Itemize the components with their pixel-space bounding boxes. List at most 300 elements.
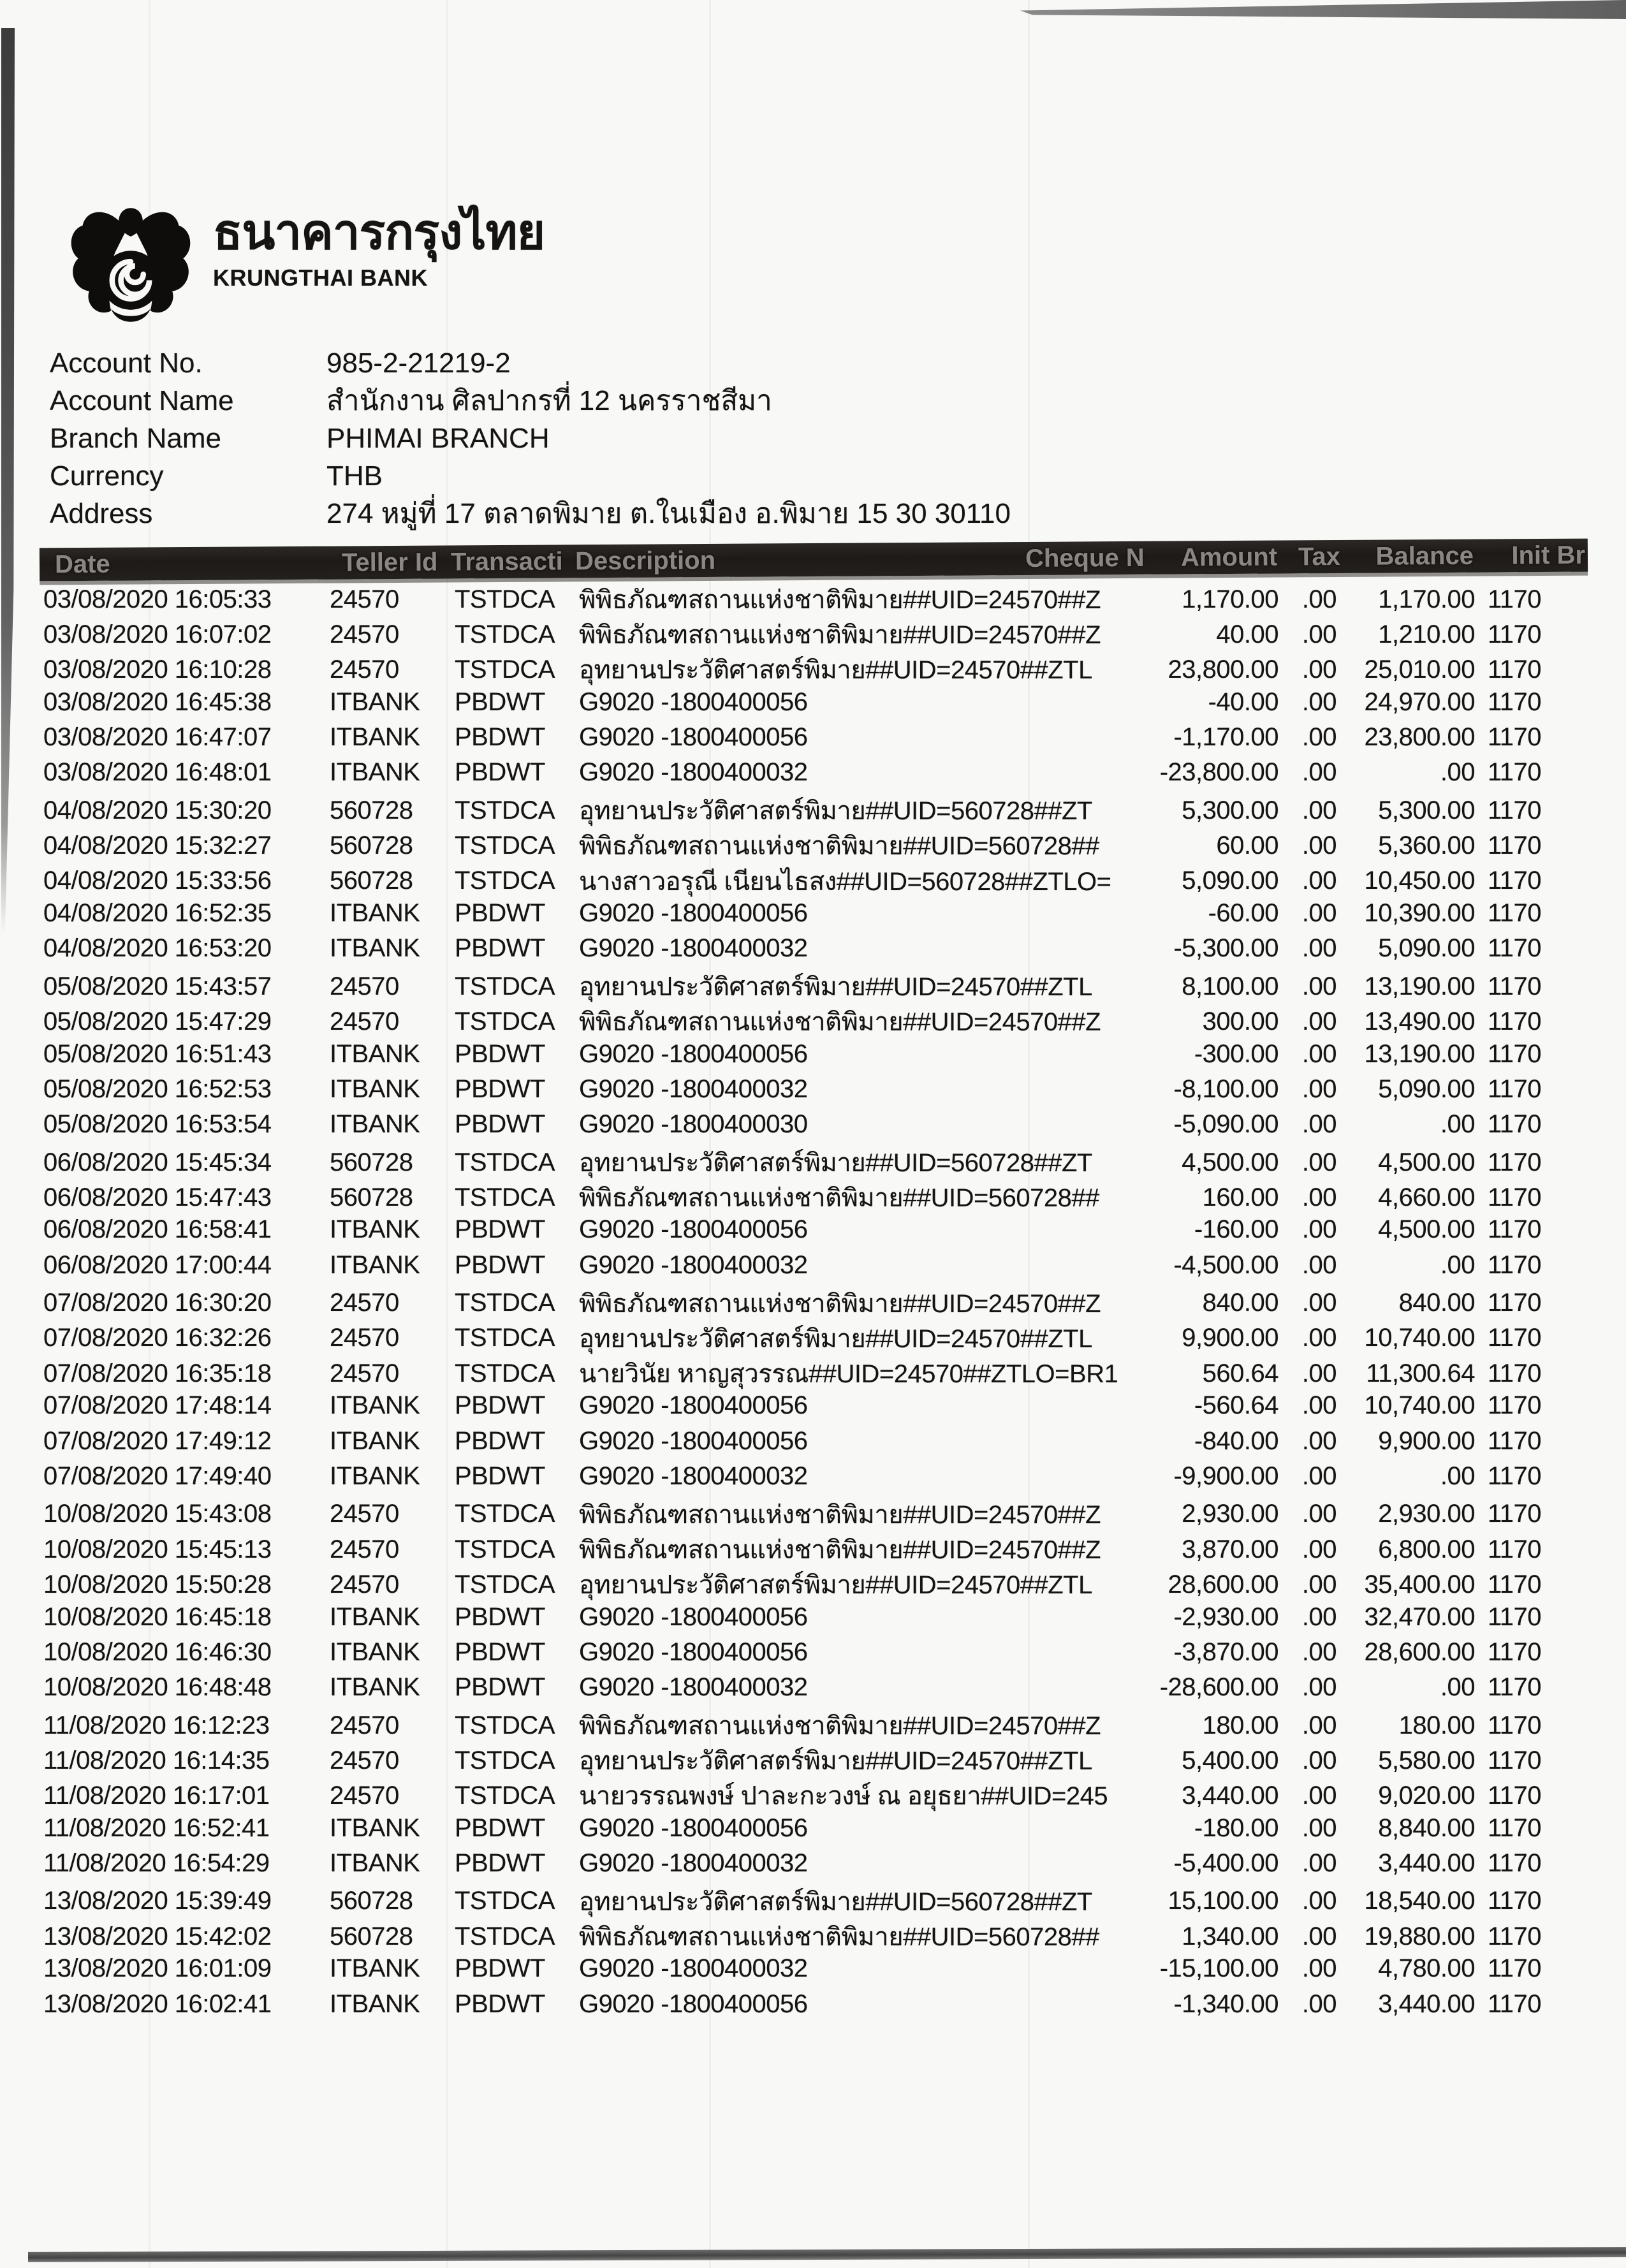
cell-transact: PBDWT xyxy=(455,722,545,751)
cell-balance: 4,780.00 xyxy=(1378,1954,1475,1983)
cell-tax: .00 xyxy=(1301,1426,1337,1455)
cell-balance: 10,390.00 xyxy=(1364,898,1475,927)
cell-transact: PBDWT xyxy=(455,1989,545,2018)
cell-tax: .00 xyxy=(1301,1109,1337,1138)
cell-date: 10/08/2020 15:43:08 xyxy=(43,1500,272,1528)
cell-date: 04/08/2020 15:33:56 xyxy=(43,867,272,895)
transaction-table-body xyxy=(40,579,1588,2022)
cell-balance: .00 xyxy=(1440,1109,1475,1138)
cell-teller: 24570 xyxy=(330,972,399,1000)
cell-init_br: 1170 xyxy=(1488,1289,1542,1317)
cell-date: 10/08/2020 16:46:30 xyxy=(43,1637,272,1666)
cell-date: 04/08/2020 16:53:20 xyxy=(43,933,272,962)
cell-tax: .00 xyxy=(1301,1848,1337,1877)
cell-balance: 24,970.00 xyxy=(1364,687,1475,716)
cell-description: อุทยานประวัติศาสตร์พิมาย##UID=560728##ZT xyxy=(579,1149,1092,1177)
cell-tax: .00 xyxy=(1301,1391,1337,1420)
cell-init_br: 1170 xyxy=(1488,1074,1542,1103)
cell-teller: 24570 xyxy=(330,1746,399,1774)
cell-amount: 40.00 xyxy=(1216,620,1278,648)
account-field-value: 274 หมู่ที่ 17 ตลาดพิมาย ต.ในเมือง อ.พิมาย 15 30 30110 xyxy=(326,498,1011,529)
cell-teller: 24570 xyxy=(330,655,399,684)
cell-tax: .00 xyxy=(1301,1183,1337,1211)
table-row xyxy=(40,720,1588,755)
cell-tax: .00 xyxy=(1301,1570,1337,1599)
cell-description: G9020 -1800400056 xyxy=(579,1215,808,1244)
cell-date: 13/08/2020 15:39:49 xyxy=(43,1887,272,1915)
cell-description: G9020 -1800400056 xyxy=(579,687,808,716)
cell-amount: 28,600.00 xyxy=(1168,1570,1278,1599)
cell-description: พิพิธภัณฑสถานแห่งชาติพิมาย##UID=560728## xyxy=(579,1923,1099,1952)
cell-amount: -28,600.00 xyxy=(1159,1672,1278,1701)
cell-teller: 24570 xyxy=(330,1324,399,1352)
cell-date: 11/08/2020 16:14:35 xyxy=(43,1746,270,1774)
cell-teller: 24570 xyxy=(330,1007,399,1035)
cell-transact: TSTDCA xyxy=(455,1535,555,1563)
cell-balance: 13,190.00 xyxy=(1364,1039,1475,1068)
cell-init_br: 1170 xyxy=(1488,1324,1542,1352)
cell-tax: .00 xyxy=(1301,687,1337,716)
cell-init_br: 1170 xyxy=(1488,1250,1542,1279)
cell-transact: PBDWT xyxy=(455,687,545,716)
cell-init_br: 1170 xyxy=(1488,1039,1542,1068)
cell-init_br: 1170 xyxy=(1488,1391,1542,1420)
cell-balance: .00 xyxy=(1440,1461,1475,1490)
cell-amount: 5,400.00 xyxy=(1182,1746,1278,1774)
cell-amount: 5,090.00 xyxy=(1182,867,1278,895)
cell-amount: -3,870.00 xyxy=(1173,1637,1278,1666)
account-field-row xyxy=(50,382,1011,420)
table-row xyxy=(40,1951,1588,1986)
cell-balance: 9,020.00 xyxy=(1378,1781,1475,1810)
cell-balance: .00 xyxy=(1440,758,1475,787)
account-field-row xyxy=(50,420,1011,457)
cell-transact: TSTDCA xyxy=(455,1781,555,1810)
cell-init_br: 1170 xyxy=(1488,1711,1542,1739)
cell-tax: .00 xyxy=(1301,722,1337,751)
cell-teller: ITBANK xyxy=(330,1672,420,1701)
cell-teller: 560728 xyxy=(330,1148,413,1176)
cell-init_br: 1170 xyxy=(1488,831,1542,860)
cell-description: พิพิธภัณฑสถานแห่งชาติพิมาย##UID=24570##Z xyxy=(579,621,1101,650)
table-row xyxy=(40,1424,1588,1459)
cell-teller: 24570 xyxy=(330,1711,399,1739)
cell-transact: TSTDCA xyxy=(455,1746,555,1774)
cell-date: 05/08/2020 16:51:43 xyxy=(43,1039,272,1068)
cell-teller: ITBANK xyxy=(330,758,420,787)
bank-name-block xyxy=(213,201,545,291)
cell-transact: PBDWT xyxy=(455,1074,545,1103)
cell-balance: .00 xyxy=(1440,1672,1475,1701)
table-row xyxy=(40,1318,1588,1353)
krungthai-garuda-logo-icon xyxy=(65,201,196,344)
account-field-value: THB xyxy=(326,460,383,492)
cell-amount: -4,500.00 xyxy=(1173,1250,1278,1279)
cell-description: พิพิธภัณฑสถานแห่งชาติพิมาย##UID=24570##Z xyxy=(579,1712,1101,1740)
cell-transact: PBDWT xyxy=(455,1637,545,1666)
cell-teller: 24570 xyxy=(330,1535,399,1563)
cell-date: 10/08/2020 15:50:28 xyxy=(43,1570,272,1599)
table-row xyxy=(40,1635,1588,1670)
table-row xyxy=(40,1036,1588,1071)
cell-init_br: 1170 xyxy=(1488,1426,1542,1455)
table-row xyxy=(40,1001,1588,1036)
cell-balance: 180.00 xyxy=(1398,1711,1475,1739)
cell-transact: TSTDCA xyxy=(455,655,555,684)
table-row xyxy=(40,896,1588,931)
cell-balance: 5,360.00 xyxy=(1378,831,1475,860)
cell-tax: .00 xyxy=(1301,1989,1337,2018)
table-row xyxy=(40,931,1588,966)
cell-description: G9020 -1800400056 xyxy=(579,1426,808,1455)
cell-tax: .00 xyxy=(1301,1461,1337,1490)
cell-teller: 560728 xyxy=(330,831,413,860)
cell-init_br: 1170 xyxy=(1488,1746,1542,1774)
cell-amount: 300.00 xyxy=(1202,1007,1278,1035)
account-field-row xyxy=(50,495,1011,532)
cell-balance: 35,400.00 xyxy=(1364,1570,1475,1599)
cell-description: G9020 -1800400056 xyxy=(579,1039,808,1068)
cell-date: 04/08/2020 16:52:35 xyxy=(43,898,272,927)
cell-amount: 9,900.00 xyxy=(1182,1324,1278,1352)
cell-amount: -60.00 xyxy=(1208,898,1278,927)
account-field-row xyxy=(50,344,1011,382)
bank-brand-header xyxy=(65,201,545,344)
cell-transact: TSTDCA xyxy=(455,620,555,648)
cell-amount: 840.00 xyxy=(1202,1289,1278,1317)
cell-teller: ITBANK xyxy=(330,1637,420,1666)
account-field-value: 985-2-21219-2 xyxy=(326,348,511,379)
cell-tax: .00 xyxy=(1301,1781,1337,1810)
cell-description: นางสาวอรุณี เนียนไธสง##UID=560728##ZTLO= xyxy=(579,867,1111,896)
cell-balance: 5,090.00 xyxy=(1378,933,1475,962)
cell-teller: ITBANK xyxy=(330,1426,420,1455)
cell-date: 10/08/2020 15:45:13 xyxy=(43,1535,272,1563)
cell-transact: TSTDCA xyxy=(455,1887,555,1915)
cell-teller: ITBANK xyxy=(330,1954,420,1983)
cell-transact: PBDWT xyxy=(455,1672,545,1701)
cell-date: 07/08/2020 17:48:14 xyxy=(43,1391,272,1420)
table-row xyxy=(40,1846,1588,1881)
cell-tax: .00 xyxy=(1301,831,1337,860)
cell-teller: ITBANK xyxy=(330,1215,420,1244)
cell-amount: 15,100.00 xyxy=(1168,1887,1278,1915)
table-row xyxy=(40,825,1588,860)
cell-init_br: 1170 xyxy=(1488,1954,1542,1983)
cell-transact: PBDWT xyxy=(455,1391,545,1420)
cell-date: 07/08/2020 17:49:40 xyxy=(43,1461,272,1490)
cell-teller: 560728 xyxy=(330,1183,413,1211)
cell-init_br: 1170 xyxy=(1488,1148,1542,1176)
cell-date: 13/08/2020 16:01:09 xyxy=(43,1954,272,1983)
cell-transact: PBDWT xyxy=(455,1109,545,1138)
cell-init_br: 1170 xyxy=(1488,722,1542,751)
cell-init_br: 1170 xyxy=(1488,1602,1542,1631)
cell-date: 06/08/2020 17:00:44 xyxy=(43,1250,272,1279)
cell-tax: .00 xyxy=(1301,1289,1337,1317)
cell-description: G9020 -1800400032 xyxy=(579,1848,808,1877)
cell-amount: -840.00 xyxy=(1194,1426,1278,1455)
cell-transact: TSTDCA xyxy=(455,1922,555,1950)
cell-tax: .00 xyxy=(1301,867,1337,895)
column-header-date: Date xyxy=(54,550,110,578)
cell-transact: TSTDCA xyxy=(455,1570,555,1599)
cell-date: 07/08/2020 17:49:12 xyxy=(43,1426,272,1455)
cell-init_br: 1170 xyxy=(1488,1500,1542,1528)
cell-transact: PBDWT xyxy=(455,1848,545,1877)
account-field-label: Currency xyxy=(50,460,164,492)
cell-tax: .00 xyxy=(1301,1746,1337,1774)
cell-description: อุทยานประวัติศาสตร์พิมาย##UID=24570##ZTL xyxy=(579,1747,1092,1776)
table-row xyxy=(40,1353,1588,1388)
table-row xyxy=(40,1564,1588,1599)
bank-name-english: KRUNGTHAI BANK xyxy=(213,264,428,291)
cell-date: 10/08/2020 16:48:48 xyxy=(43,1672,272,1701)
cell-balance: 32,470.00 xyxy=(1364,1602,1475,1631)
table-row xyxy=(40,1740,1588,1775)
cell-amount: -5,300.00 xyxy=(1173,933,1278,962)
cell-balance: 28,600.00 xyxy=(1364,1637,1475,1666)
cell-date: 06/08/2020 15:45:34 xyxy=(43,1148,272,1176)
cell-amount: -23,800.00 xyxy=(1159,758,1278,787)
account-field-value: สำนักงาน ศิลปากรที่ 12 นครราชสีมา xyxy=(326,385,772,416)
cell-balance: 25,010.00 xyxy=(1364,655,1475,684)
cell-date: 13/08/2020 15:42:02 xyxy=(43,1922,272,1950)
cell-date: 03/08/2020 16:48:01 xyxy=(43,758,272,787)
table-row xyxy=(40,1142,1588,1177)
cell-date: 05/08/2020 15:43:57 xyxy=(43,972,272,1000)
cell-transact: PBDWT xyxy=(455,1813,545,1842)
cell-date: 11/08/2020 16:17:01 xyxy=(43,1781,270,1810)
cell-description: อุทยานประวัติศาสตร์พิมาย##UID=24570##ZTL xyxy=(579,1324,1092,1353)
cell-teller: ITBANK xyxy=(330,933,420,962)
cell-amount: -560.64 xyxy=(1194,1391,1278,1420)
cell-tax: .00 xyxy=(1301,1711,1337,1739)
cell-amount: 160.00 xyxy=(1202,1183,1278,1211)
cell-description: G9020 -1800400032 xyxy=(579,758,808,787)
cell-description: G9020 -1800400056 xyxy=(579,1602,808,1631)
cell-transact: TSTDCA xyxy=(455,1711,555,1739)
cell-balance: 13,190.00 xyxy=(1364,972,1475,1000)
table-row xyxy=(40,1775,1588,1810)
cell-transact: TSTDCA xyxy=(455,796,555,824)
cell-transact: TSTDCA xyxy=(455,1007,555,1035)
cell-init_br: 1170 xyxy=(1488,1183,1542,1211)
cell-balance: 6,800.00 xyxy=(1378,1535,1475,1563)
cell-transact: TSTDCA xyxy=(455,1359,555,1387)
cell-amount: -40.00 xyxy=(1208,687,1278,716)
cell-teller: 24570 xyxy=(330,1500,399,1528)
cell-transact: TSTDCA xyxy=(455,972,555,1000)
cell-teller: 560728 xyxy=(330,796,413,824)
cell-tax: .00 xyxy=(1301,1250,1337,1279)
table-row xyxy=(40,1705,1588,1740)
cell-balance: 10,450.00 xyxy=(1364,867,1475,895)
cell-balance: 4,500.00 xyxy=(1378,1148,1475,1176)
cell-date: 11/08/2020 16:52:41 xyxy=(43,1813,270,1842)
table-row xyxy=(40,790,1588,825)
cell-amount: 8,100.00 xyxy=(1182,972,1278,1000)
cell-transact: TSTDCA xyxy=(455,1500,555,1528)
cell-transact: PBDWT xyxy=(455,1250,545,1279)
cell-transact: PBDWT xyxy=(455,1461,545,1490)
scan-artifact-bottom-edge xyxy=(28,2247,1626,2262)
table-row xyxy=(40,1529,1588,1564)
cell-date: 03/08/2020 16:47:07 xyxy=(43,722,272,751)
cell-description: อุทยานประวัติศาสตร์พิมาย##UID=24570##ZTL xyxy=(579,973,1092,1002)
cell-description: พิพิธภัณฑสถานแห่งชาติพิมาย##UID=560728## xyxy=(579,1184,1099,1213)
cell-amount: 180.00 xyxy=(1202,1711,1278,1739)
cell-date: 03/08/2020 16:07:02 xyxy=(43,620,272,648)
cell-tax: .00 xyxy=(1301,1039,1337,1068)
table-row xyxy=(40,579,1588,614)
cell-teller: ITBANK xyxy=(330,687,420,716)
cell-init_br: 1170 xyxy=(1488,796,1542,824)
cell-description: พิพิธภัณฑสถานแห่งชาติพิมาย##UID=24570##Z xyxy=(579,1008,1101,1037)
cell-description: นายวรรณพงษ์ ปาละกะวงษ์ ณ อยุธยา##UID=245 xyxy=(579,1782,1108,1811)
cell-amount: -300.00 xyxy=(1194,1039,1278,1068)
cell-date: 13/08/2020 16:02:41 xyxy=(43,1989,272,2018)
table-row xyxy=(40,1459,1588,1494)
cell-transact: PBDWT xyxy=(455,1426,545,1455)
cell-tax: .00 xyxy=(1301,1148,1337,1176)
column-header-balance: Balance xyxy=(1375,541,1474,571)
table-row xyxy=(40,1599,1588,1634)
cell-date: 03/08/2020 16:10:28 xyxy=(43,655,272,684)
cell-amount: 560.64 xyxy=(1202,1359,1278,1387)
cell-date: 06/08/2020 15:47:43 xyxy=(43,1183,272,1211)
table-row xyxy=(40,1072,1588,1107)
scan-artifact-left-edge xyxy=(1,28,15,933)
cell-description: อุทยานประวัติศาสตร์พิมาย##UID=560728##ZT xyxy=(579,1887,1092,1916)
cell-teller: 24570 xyxy=(330,585,399,613)
cell-init_br: 1170 xyxy=(1488,1007,1542,1035)
table-row xyxy=(40,861,1588,896)
cell-date: 04/08/2020 15:30:20 xyxy=(43,796,272,824)
cell-description: G9020 -1800400056 xyxy=(579,1989,808,2018)
cell-init_br: 1170 xyxy=(1488,1922,1542,1950)
cell-init_br: 1170 xyxy=(1488,1781,1542,1810)
cell-date: 05/08/2020 15:47:29 xyxy=(43,1007,272,1035)
cell-amount: -5,090.00 xyxy=(1173,1109,1278,1138)
cell-teller: ITBANK xyxy=(330,722,420,751)
cell-amount: 5,300.00 xyxy=(1182,796,1278,824)
cell-tax: .00 xyxy=(1301,1007,1337,1035)
cell-init_br: 1170 xyxy=(1488,1813,1542,1842)
table-row xyxy=(40,755,1588,790)
cell-teller: ITBANK xyxy=(330,1074,420,1103)
cell-description: พิพิธภัณฑสถานแห่งชาติพิมาย##UID=24570##Z xyxy=(579,1289,1101,1318)
cell-balance: 5,580.00 xyxy=(1378,1746,1475,1774)
table-row xyxy=(40,1388,1588,1423)
column-header-init: Init Br xyxy=(1511,541,1586,569)
cell-tax: .00 xyxy=(1301,1887,1337,1915)
table-row xyxy=(40,1248,1588,1283)
cell-tax: .00 xyxy=(1301,1535,1337,1563)
cell-tax: .00 xyxy=(1301,1813,1337,1842)
cell-tax: .00 xyxy=(1301,1215,1337,1244)
cell-init_br: 1170 xyxy=(1488,1535,1542,1563)
cell-transact: TSTDCA xyxy=(455,831,555,860)
account-field-row xyxy=(50,457,1011,495)
table-row xyxy=(40,1987,1588,2022)
cell-balance: 9,900.00 xyxy=(1378,1426,1475,1455)
cell-tax: .00 xyxy=(1301,933,1337,962)
cell-balance: 18,540.00 xyxy=(1364,1887,1475,1915)
column-header-teller: Teller Id xyxy=(341,548,438,577)
cell-date: 05/08/2020 16:53:54 xyxy=(43,1109,272,1138)
cell-teller: ITBANK xyxy=(330,1813,420,1842)
cell-balance: 10,740.00 xyxy=(1364,1391,1475,1420)
cell-teller: ITBANK xyxy=(330,1039,420,1068)
cell-amount: 60.00 xyxy=(1216,831,1278,860)
cell-description: G9020 -1800400032 xyxy=(579,1250,808,1279)
cell-tax: .00 xyxy=(1301,1602,1337,1631)
cell-amount: 2,930.00 xyxy=(1182,1500,1278,1528)
cell-init_br: 1170 xyxy=(1488,1109,1542,1138)
cell-description: G9020 -1800400032 xyxy=(579,1461,808,1490)
account-field-label: Branch Name xyxy=(50,423,222,454)
cell-init_br: 1170 xyxy=(1488,1989,1542,2018)
cell-amount: -5,400.00 xyxy=(1173,1848,1278,1877)
cell-description: นายวินัย หาญสุวรรณ##UID=24570##ZTLO=BR1 xyxy=(579,1360,1118,1389)
cell-tax: .00 xyxy=(1301,758,1337,787)
cell-tax: .00 xyxy=(1301,796,1337,824)
account-field-label: Account Name xyxy=(50,385,234,416)
cell-amount: 1,170.00 xyxy=(1182,585,1278,613)
cell-transact: PBDWT xyxy=(455,898,545,927)
cell-tax: .00 xyxy=(1301,655,1337,684)
cell-description: G9020 -1800400056 xyxy=(579,722,808,751)
cell-transact: PBDWT xyxy=(455,1954,545,1983)
cell-amount: 4,500.00 xyxy=(1182,1148,1278,1176)
cell-description: G9020 -1800400032 xyxy=(579,1074,808,1103)
cell-init_br: 1170 xyxy=(1488,1887,1542,1915)
cell-date: 07/08/2020 16:32:26 xyxy=(43,1324,272,1352)
table-row xyxy=(40,1811,1588,1846)
cell-teller: ITBANK xyxy=(330,1989,420,2018)
cell-amount: -2,930.00 xyxy=(1173,1602,1278,1631)
cell-description: G9020 -1800400056 xyxy=(579,1813,808,1842)
cell-transact: TSTDCA xyxy=(455,1324,555,1352)
cell-tax: .00 xyxy=(1301,1637,1337,1666)
cell-description: G9020 -1800400032 xyxy=(579,933,808,962)
cell-init_br: 1170 xyxy=(1488,867,1542,895)
cell-tax: .00 xyxy=(1301,1074,1337,1103)
cell-balance: 5,090.00 xyxy=(1378,1074,1475,1103)
cell-transact: PBDWT xyxy=(455,1039,545,1068)
account-field-label: Account No. xyxy=(50,348,203,379)
cell-init_br: 1170 xyxy=(1488,1359,1542,1387)
cell-teller: ITBANK xyxy=(330,1250,420,1279)
table-row xyxy=(40,1670,1588,1705)
table-row xyxy=(40,685,1588,720)
column-header-amount: Amount xyxy=(1180,543,1278,571)
cell-teller: ITBANK xyxy=(330,1391,420,1420)
cell-teller: ITBANK xyxy=(330,898,420,927)
cell-date: 06/08/2020 16:58:41 xyxy=(43,1215,272,1244)
table-row xyxy=(40,966,1588,1001)
cell-transact: TSTDCA xyxy=(455,585,555,613)
cell-teller: 560728 xyxy=(330,1887,413,1915)
table-row xyxy=(40,1881,1588,1916)
cell-amount: 23,800.00 xyxy=(1168,655,1278,684)
cell-amount: -9,900.00 xyxy=(1173,1461,1278,1490)
cell-amount: -1,340.00 xyxy=(1173,1989,1278,2018)
cell-date: 03/08/2020 16:05:33 xyxy=(43,585,272,613)
column-header-desc: Description xyxy=(575,546,716,575)
cell-amount: -15,100.00 xyxy=(1159,1954,1278,1983)
